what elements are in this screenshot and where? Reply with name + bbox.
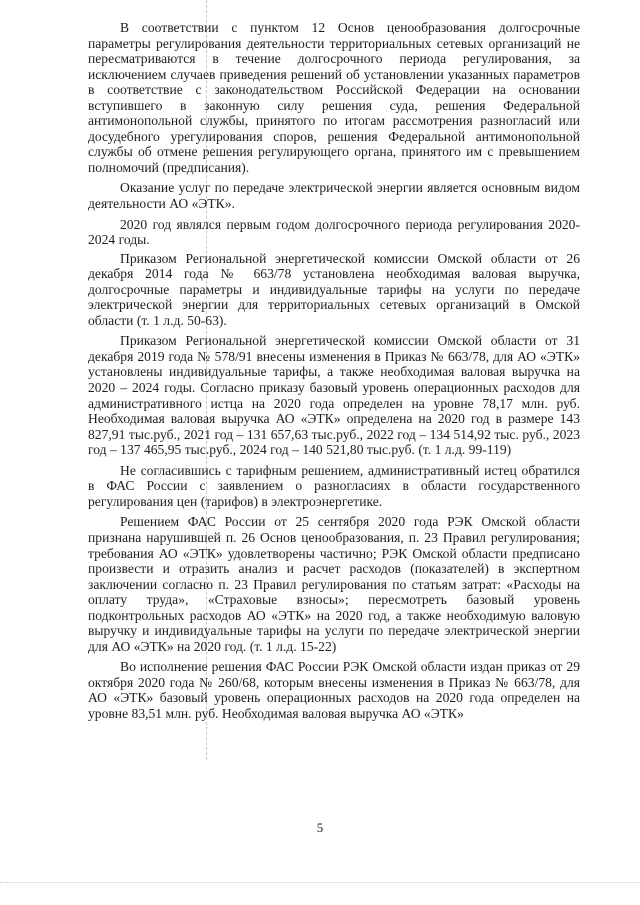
- paragraph-order-578-91: Приказом Региональной энергетической комиссии Омской области от 31 декабря 2019 года № 578/91 внесены изменения в Приказ № 663/78, для АО «ЭТК» установлены индивидуальные тарифы, а также необходимая валовая выручка на 2020 – 2024 годы. Согласно приказу базовый уровень операционных расходов для административного истца на 2020 года определен на уровне 78,17 млн. руб. Необходимая валовая выручка АО «ЭТК» определена на 2020 год в размере 143 827,91 тыс.руб., 2021 год – 131 657,63 тыс.руб., 2022 год – 134 514,92 тыс. руб., 2023 год – 137 465,95 тыс.руб., 2024 год – 140 521,80 тыс.руб. (т. 1 л.д. 99-119): [88, 333, 580, 458]
- scan-edge-line: [0, 882, 640, 883]
- paragraph-order-260-68: Во исполнение решения ФАС России РЭК Омской области издан приказ от 29 октября 2020 года № 260/68, которым внесены изменения в Приказ № 663/78, для АО «ЭТК» базовый уровень операционных расходов на 2020 года определен на уровне 83,51 млн. руб. Необходимая валовая выручка АО «ЭТК»: [88, 659, 580, 721]
- document-body: [88, 20, 580, 727]
- paragraph-fas-appeal: Не согласившись с тарифным решением, административный истец обратился в ФАС России с заявлением о разногласиях в области государственного регулирования цен (тарифов) в электроэнергетике.: [88, 462, 580, 509]
- paragraph-fas-decision: Решением ФАС России от 25 сентября 2020 года РЭК Омской области признана нарушившей п. 26 Основ ценообразования, п. 23 Правил регулирования; требования АО «ЭТК» удовлетворены частично; РЭК Омской области предписано произвести и отразить анализ и расчет расходов (показателей) в экспертном заключении согласно п. 23 Правил регулирования по статьям затрат: «Расходы на оплату труда», «Страховые взносы»; пересмотреть базовый уровень подконтрольных расходов АО «ЭТК» на 2020 год, а также необходимую валовую выручку и индивидуальные тарифы на услуги по передаче электрической энергии для АО «ЭТК» на 2020 год. (т. 1 л.д. 15-22): [88, 514, 580, 654]
- page-number: 5: [316, 820, 324, 835]
- paragraph-order-663-78: Приказом Региональной энергетической комиссии Омской области от 26 декабря 2014 года № 663/78 установлена необходимая валовая выручка, долгосрочные параметры и индивидуальные тарифы на услуги по передаче электрической энергии для территориальных сетевых организаций в Омской области (т. 1 л.д. 50-63).: [88, 250, 580, 328]
- paragraph-main-activity: Оказание услуг по передаче электрической энергии является основным видом деятельности АО «ЭТК».: [88, 180, 580, 212]
- paragraph-first-year: 2020 год являлся первым годом долгосрочного периода регулирования 2020-2024 годы.: [88, 216, 580, 248]
- paragraph-params-not-revised: В соответствии с пунктом 12 Основ ценообразования долгосрочные параметры регулирования деятельности территориальных сетевых организаций не пересматриваются в течение долгосрочного периода регулирования, за исключением случаев приведения решений об установлении указанных параметров в соответствие с законодательством Российской Федерации на основании вступившего в законную силу решения суда, решения Федеральной антимонопольной службы, принятого по итогам рассмотрения разногласий или досудебного урегулирования споров, решения Федеральной антимонопольной службы об отмене решения регулирующего органа, принятого им с превышением полномочий (предписания).: [88, 20, 580, 175]
